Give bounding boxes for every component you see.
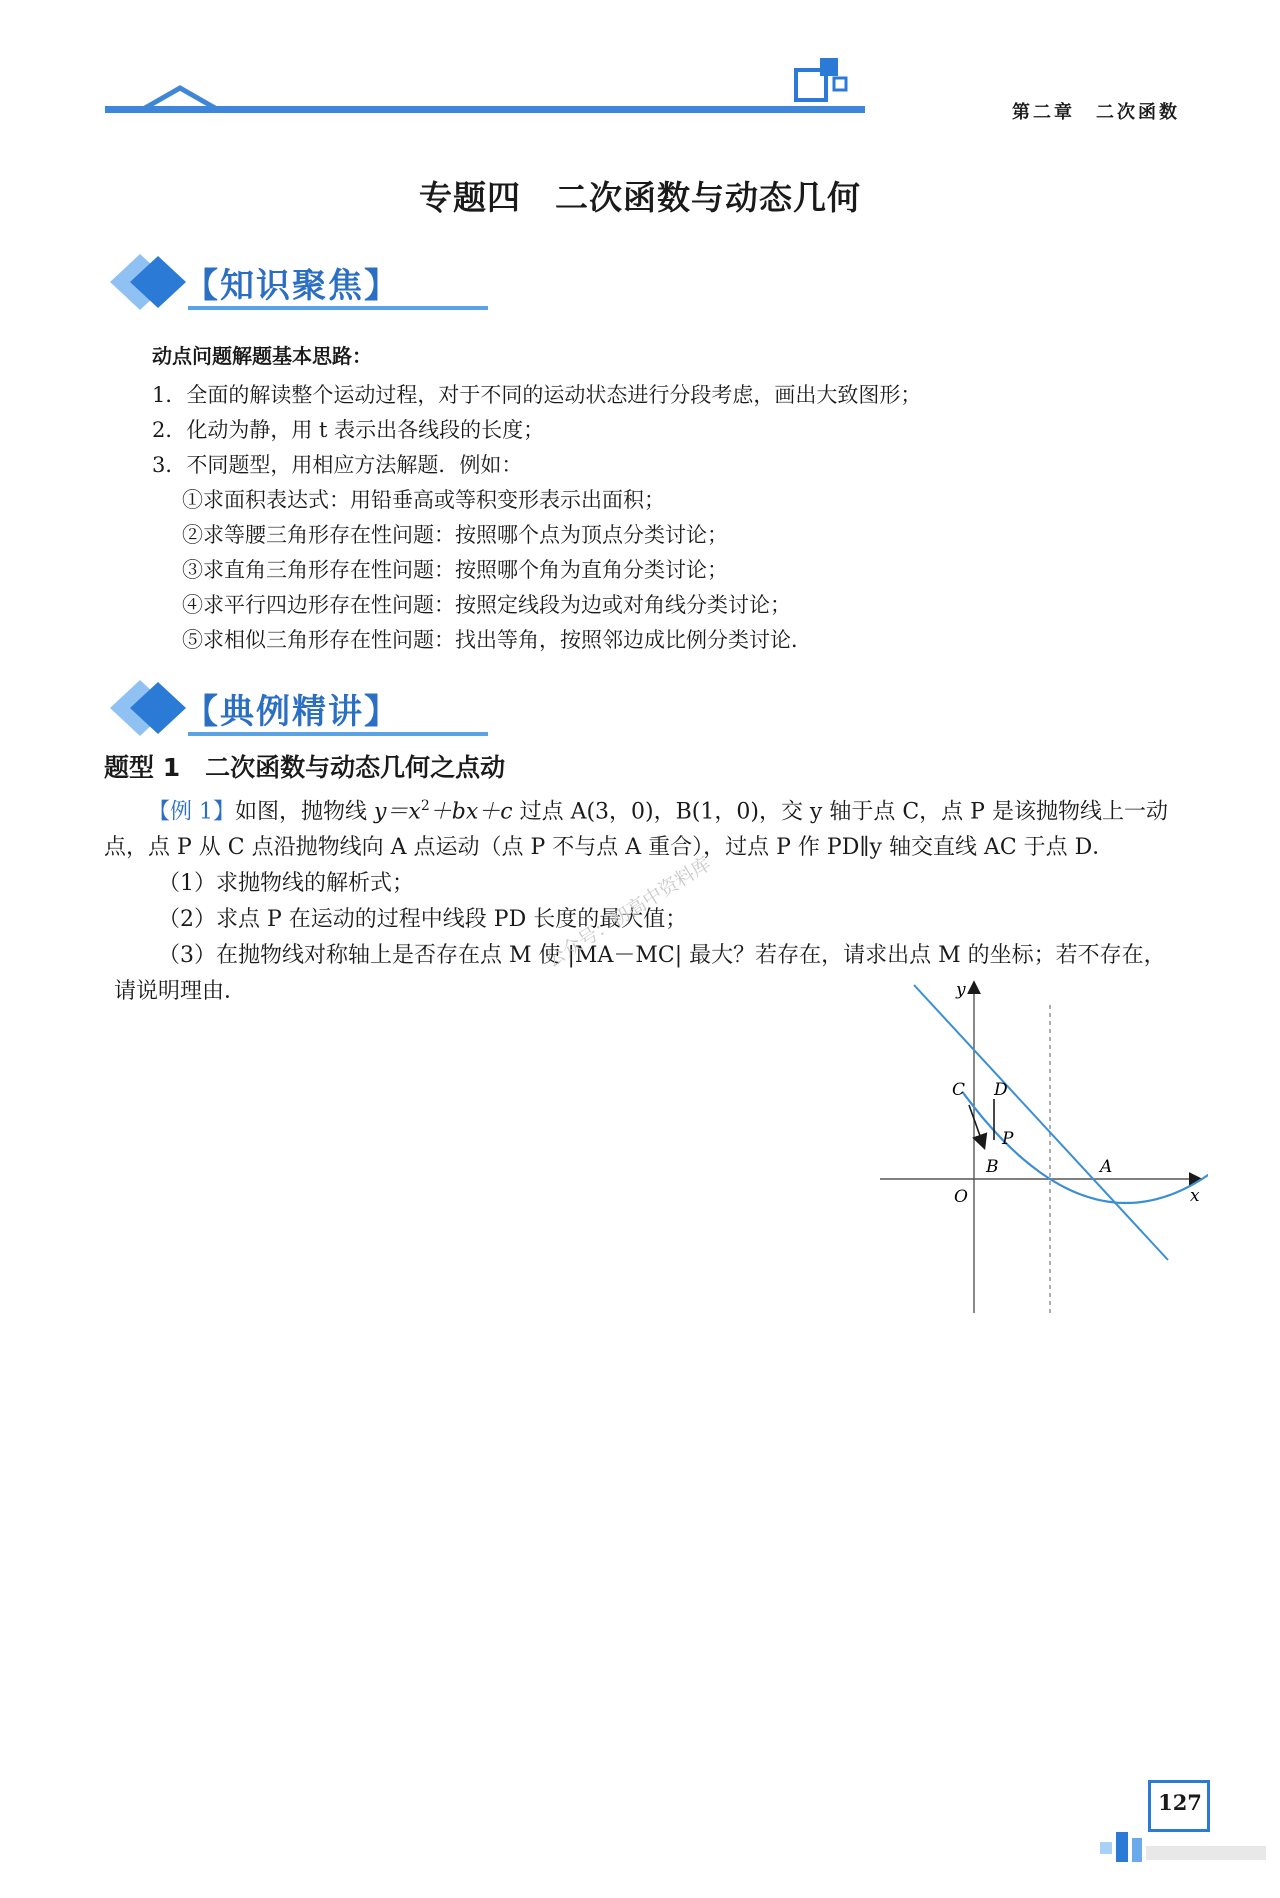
list-item: ③求直角三角形存在性问题：按照哪个角为直角分类讨论； — [182, 558, 728, 582]
label-o: O — [954, 1187, 968, 1207]
header-squares-icon — [790, 56, 850, 108]
knowledge-sublist — [182, 483, 812, 658]
section-underline — [188, 732, 488, 736]
label-d: D — [994, 1080, 1008, 1100]
equation: y＝x — [374, 799, 421, 825]
page-number: 127 — [1158, 1790, 1202, 1815]
section-label: 【典例精讲】 — [184, 692, 400, 732]
question-3: （3）在抛物线对称轴上是否存在点 M 使 |MA－MC| 最大？若存在，请求出点 M 的坐标；若不存在，请说明理由． — [114, 943, 1166, 1005]
section-label: 【知识聚焦】 — [184, 266, 400, 306]
diamond-icon — [106, 250, 196, 316]
list-item: ⑤求相似三角形存在性问题：找出等角，按照邻边成比例分类讨论． — [182, 628, 812, 652]
watermark: 公众号：初高中资料库 — [542, 852, 715, 973]
list-item: 2．化动为静，用 t 表示出各线段的长度； — [152, 418, 545, 442]
question-1: （1）求抛物线的解析式； — [158, 871, 414, 897]
page-title: 专题四 二次函数与动态几何 — [419, 178, 861, 217]
label-c: C — [952, 1080, 966, 1100]
knowledge-list — [152, 378, 921, 483]
section-underline — [188, 306, 488, 310]
label-p: P — [1002, 1129, 1014, 1149]
list-item: 3．不同题型，用相应方法解题．例如： — [152, 453, 523, 477]
section-header-knowledge — [106, 250, 526, 320]
type-title: 题型 1 二次函数与动态几何之点动 — [104, 753, 506, 782]
example-statement: 【例 1】如图，抛物线 $y=x^2+bx+c$ 过点 A(3，0)，B(1，0)，交 y 轴于点 C，点 P 是该抛物线上一动点，点 P 从 C 点沿抛物线向 A 点运动（点 P 不与点 A 重合），过点 P 作 PD∥y 轴交直线 AC 于点 D． — [104, 798, 1168, 861]
parabola-curve — [963, 1092, 1208, 1203]
label-b: B — [986, 1157, 999, 1177]
label-a: A — [1100, 1157, 1113, 1177]
list-item: ④求平行四边形存在性问题：按照定线段为边或对角线分类讨论； — [182, 593, 791, 617]
label-y: y — [956, 980, 966, 1000]
knowledge-heading: 动点问题解题基本思路： — [152, 344, 372, 368]
page-accent-icon — [1100, 1828, 1270, 1864]
list-item: ①求面积表达式：用铅垂高或等积变形表示出面积； — [182, 488, 665, 512]
label-x: x — [1190, 1186, 1200, 1206]
parabola-figure — [878, 975, 1208, 1315]
header-band — [105, 104, 865, 114]
list-item: 1．全面的解读整个运动过程，对于不同的运动状态进行分段考虑，画出大致图形； — [152, 383, 922, 407]
question-2: （2）求点 P 在运动的过程中线段 PD 长度的最大值； — [158, 907, 688, 933]
section-header-examples — [106, 676, 526, 746]
diamond-icon — [106, 676, 196, 742]
example-tag: 【例 1】 — [148, 799, 235, 825]
chapter-label: 第二章 二次函数 — [1012, 102, 1180, 123]
line-ac — [914, 985, 1168, 1260]
list-item: ②求等腰三角形存在性问题：按照哪个点为顶点分类讨论； — [182, 523, 728, 547]
